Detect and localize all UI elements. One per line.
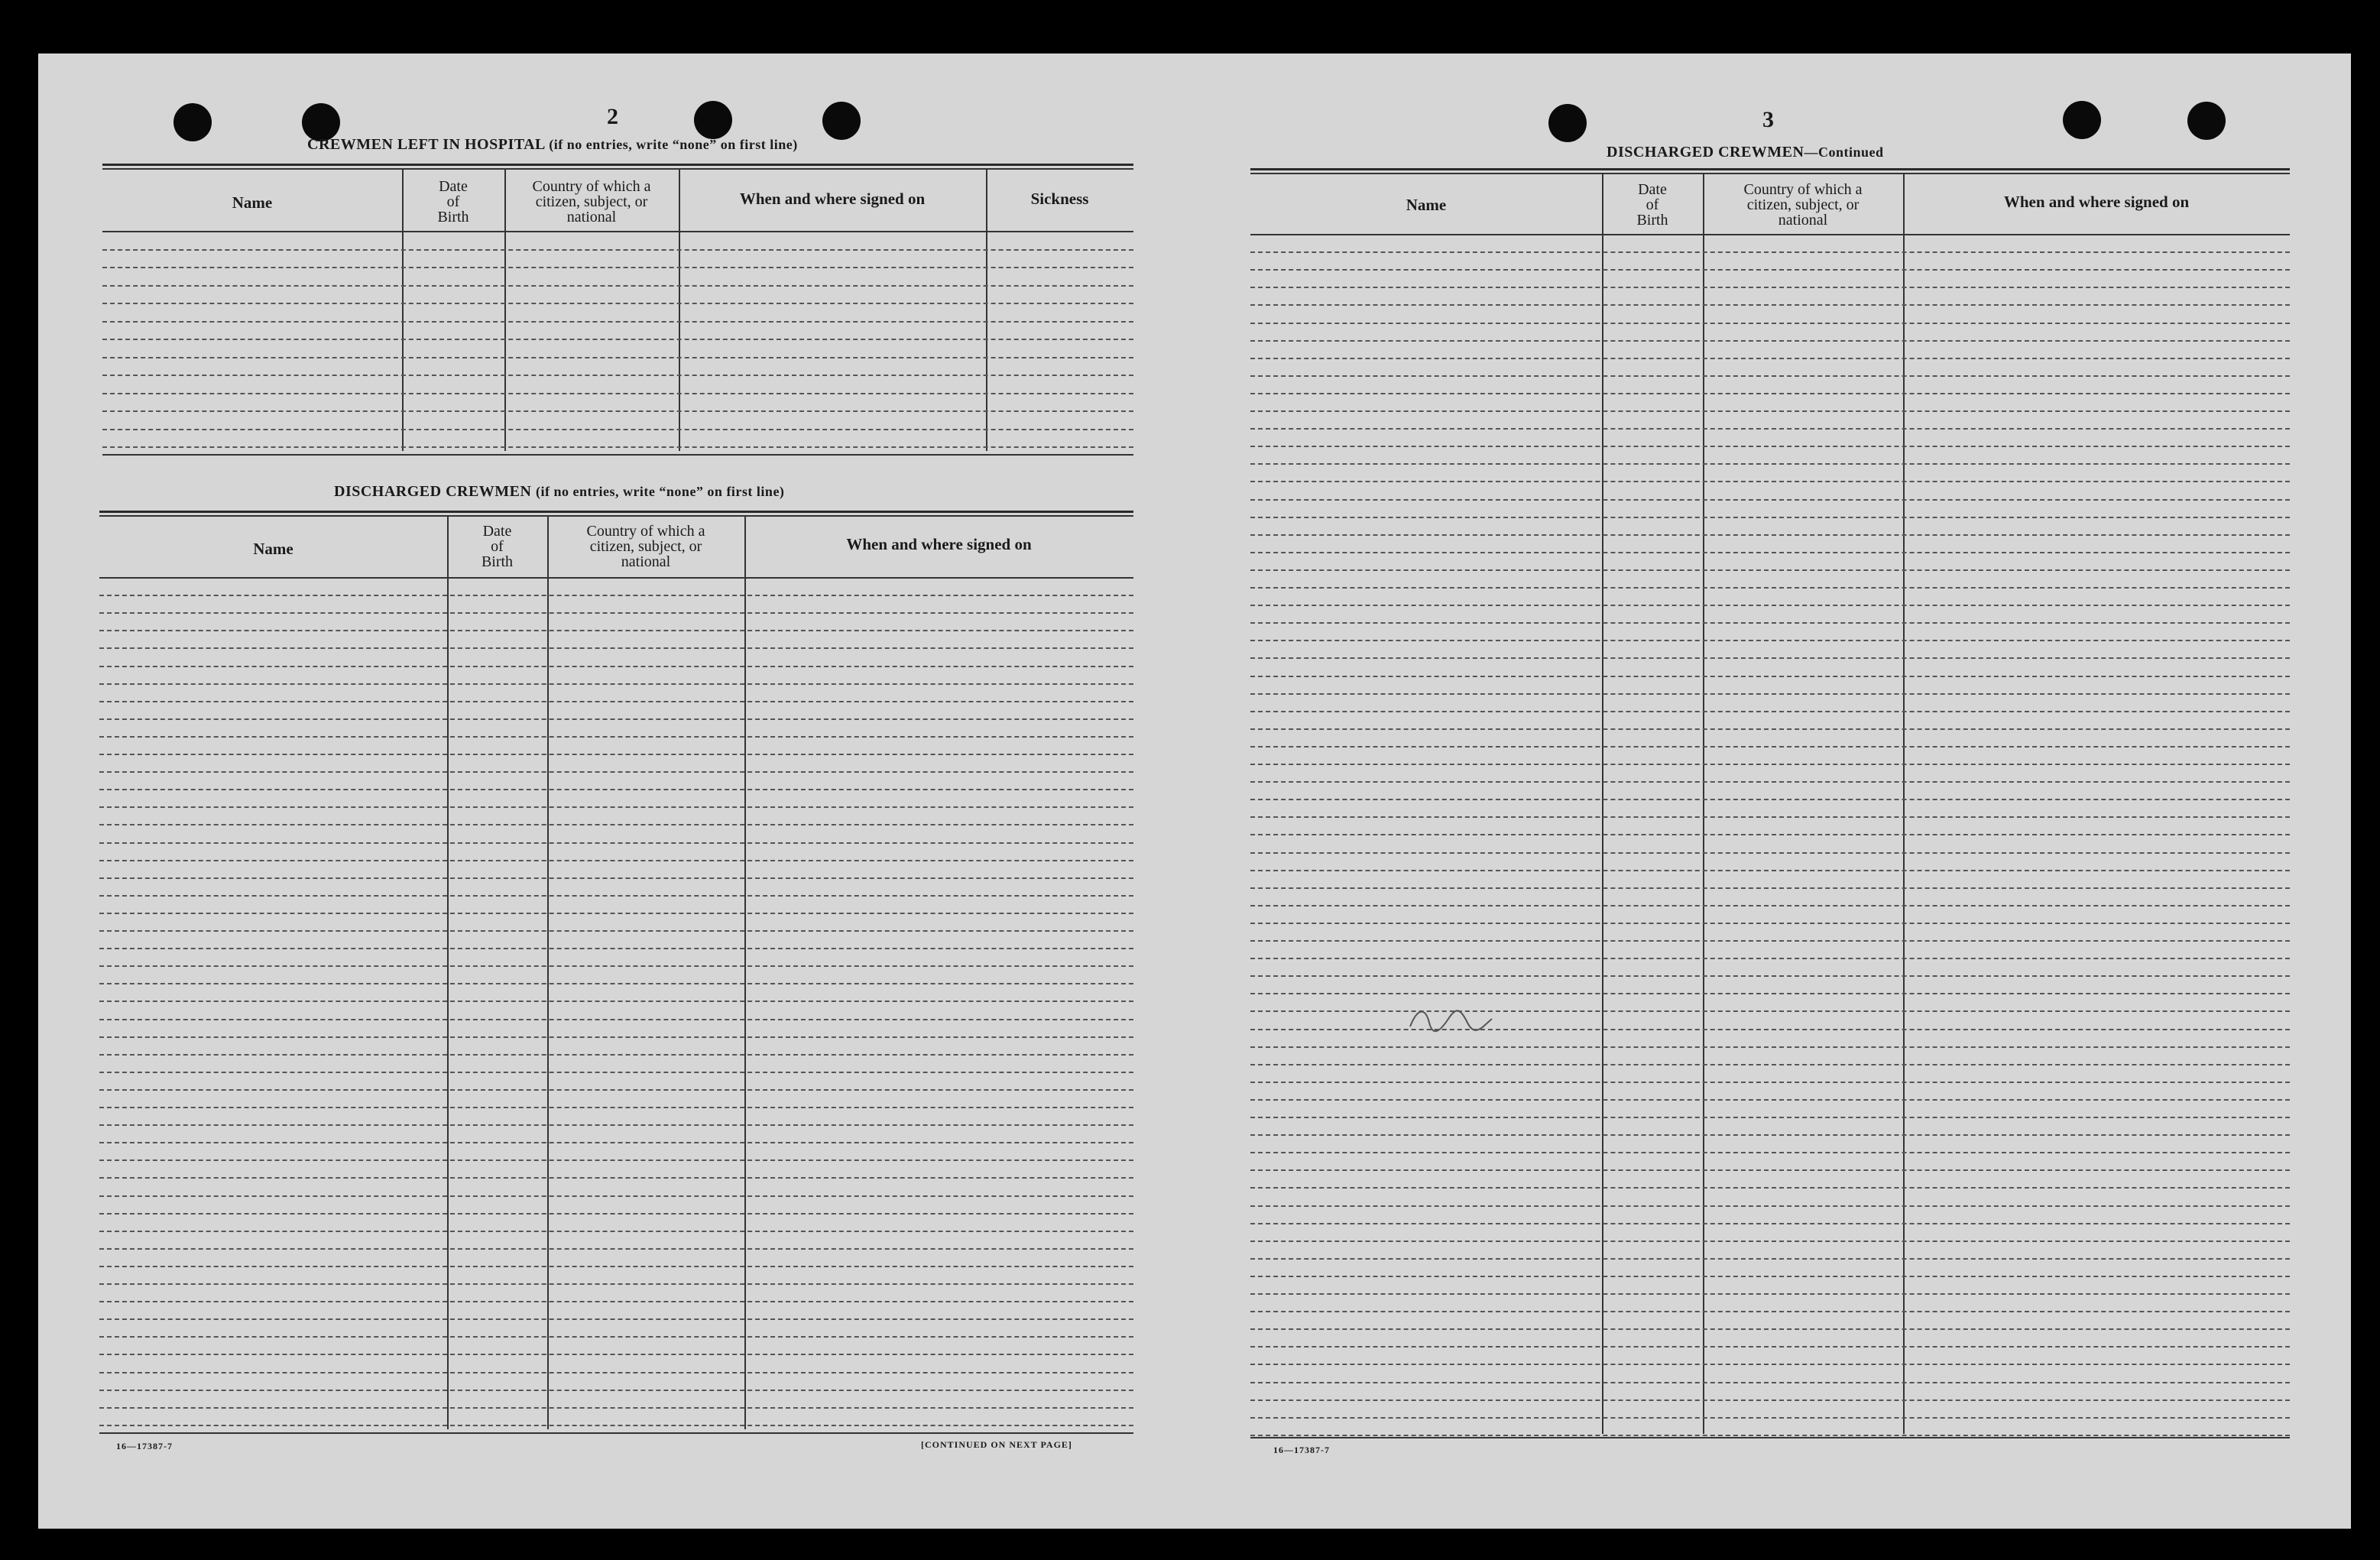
row-line xyxy=(1250,605,2290,606)
punch-hole xyxy=(173,103,212,141)
col-date-of-birth: Date of Birth xyxy=(481,523,514,570)
row-line xyxy=(99,1195,1133,1197)
row-line xyxy=(1250,834,2290,835)
row-line xyxy=(99,595,1133,596)
row-line xyxy=(1250,340,2290,342)
row-line xyxy=(1250,323,2290,324)
row-line xyxy=(99,1354,1133,1355)
row-line xyxy=(1250,463,2290,465)
form-number: 16—17387-7 xyxy=(1273,1445,1330,1455)
row-line xyxy=(99,913,1133,914)
col-country: Country of which a citizen, subject, or national xyxy=(532,178,651,225)
row-line xyxy=(1250,1293,2290,1295)
row-line xyxy=(1250,1187,2290,1189)
row-line xyxy=(99,666,1133,667)
row-line xyxy=(102,429,1133,430)
row-line xyxy=(102,285,1133,287)
row-line xyxy=(99,1248,1133,1250)
row-line xyxy=(99,1372,1133,1374)
hospital-heading-note: (if no entries, write “none” on first line) xyxy=(549,137,798,152)
right-page xyxy=(1189,54,2351,1529)
punch-hole xyxy=(2187,102,2226,140)
column-divider xyxy=(744,515,746,1429)
row-line xyxy=(1250,1099,2290,1101)
row-line xyxy=(1250,251,2290,253)
row-line xyxy=(99,1072,1133,1073)
row-line xyxy=(102,375,1133,376)
row-line xyxy=(1250,764,2290,765)
row-line xyxy=(1250,1364,2290,1365)
column-divider xyxy=(447,515,449,1429)
row-line xyxy=(102,303,1133,304)
table-top-rule xyxy=(99,511,1133,513)
row-line xyxy=(1250,1382,2290,1383)
col-date-of-birth: Date of Birth xyxy=(437,178,469,225)
col-signed-on: When and where signed on xyxy=(2003,193,2190,211)
row-line xyxy=(1250,1311,2290,1312)
row-line xyxy=(1250,905,2290,906)
row-line xyxy=(99,860,1133,861)
row-line xyxy=(1250,1223,2290,1224)
row-line xyxy=(1250,304,2290,306)
row-line xyxy=(99,1425,1133,1426)
row-line xyxy=(99,1301,1133,1302)
row-line xyxy=(1250,1346,2290,1348)
row-line xyxy=(99,983,1133,984)
row-line xyxy=(99,1318,1133,1320)
row-line xyxy=(99,1142,1133,1143)
col-sickness: Sickness xyxy=(1030,190,1089,208)
column-divider xyxy=(986,168,987,451)
punch-hole xyxy=(822,102,861,140)
row-line xyxy=(1250,358,2290,359)
row-line xyxy=(1250,799,2290,800)
column-divider xyxy=(1703,173,1704,1434)
row-line xyxy=(1250,940,2290,942)
discharged-continued-title: DISCHARGED CREWMEN xyxy=(1607,144,1804,161)
row-line xyxy=(1250,1328,2290,1330)
row-line xyxy=(99,1336,1133,1338)
row-line xyxy=(1250,269,2290,271)
row-line xyxy=(1250,781,2290,783)
row-line xyxy=(99,948,1133,949)
row-line xyxy=(1250,676,2290,677)
row-line xyxy=(99,806,1133,808)
row-line xyxy=(99,701,1133,702)
row-line xyxy=(1250,287,2290,288)
row-line xyxy=(1250,816,2290,818)
row-line xyxy=(1250,958,2290,959)
row-line xyxy=(1250,640,2290,641)
row-line xyxy=(102,339,1133,340)
row-line xyxy=(1250,1046,2290,1048)
row-line xyxy=(102,357,1133,358)
row-line xyxy=(99,1054,1133,1056)
row-line xyxy=(99,647,1133,649)
row-line xyxy=(1250,552,2290,553)
row-line xyxy=(102,267,1133,268)
row-line xyxy=(102,446,1133,448)
row-line xyxy=(99,1124,1133,1126)
row-line xyxy=(99,1390,1133,1391)
row-line xyxy=(99,842,1133,844)
row-line xyxy=(1250,1134,2290,1136)
row-line xyxy=(1250,587,2290,589)
punch-hole xyxy=(1548,104,1587,142)
row-line xyxy=(99,789,1133,790)
row-line xyxy=(99,1001,1133,1002)
col-signed-on: When and where signed on xyxy=(739,190,926,208)
col-country: Country of which a citizen, subject, or national xyxy=(586,523,705,570)
col-name: Name xyxy=(253,540,293,558)
row-line xyxy=(1250,1205,2290,1207)
row-line xyxy=(1250,569,2290,571)
row-line xyxy=(1250,446,2290,447)
row-line xyxy=(1250,870,2290,871)
row-line xyxy=(102,410,1133,412)
table-bottom-rule xyxy=(1250,1437,2290,1438)
row-line xyxy=(99,895,1133,897)
row-line xyxy=(1250,375,2290,377)
row-line xyxy=(99,1019,1133,1020)
handwritten-mark xyxy=(1406,1000,1498,1038)
page-number: 3 xyxy=(1762,107,1774,132)
row-line xyxy=(1250,657,2290,659)
row-line xyxy=(99,1177,1133,1179)
row-line xyxy=(1250,711,2290,712)
row-line xyxy=(99,771,1133,773)
col-country: Country of which a citizen, subject, or national xyxy=(1743,181,1863,229)
row-line xyxy=(1250,1276,2290,1277)
row-line xyxy=(1250,887,2290,889)
row-line xyxy=(99,1283,1133,1285)
row-line xyxy=(102,321,1133,323)
row-line xyxy=(1250,923,2290,924)
row-line xyxy=(99,630,1133,631)
header-bottom-rule xyxy=(1250,234,2290,235)
column-divider xyxy=(547,515,549,1429)
table-top-rule xyxy=(1250,168,2290,170)
row-line xyxy=(99,736,1133,738)
header-bottom-rule xyxy=(102,231,1133,232)
table-top-rule xyxy=(102,168,1133,170)
row-line xyxy=(1250,1258,2290,1260)
row-line xyxy=(1250,410,2290,412)
table-top-rule xyxy=(102,164,1133,166)
row-line xyxy=(99,824,1133,825)
row-line xyxy=(99,754,1133,755)
row-line xyxy=(1250,517,2290,518)
row-line xyxy=(1250,1169,2290,1171)
row-line xyxy=(99,1089,1133,1091)
row-line xyxy=(1250,1152,2290,1153)
col-name: Name xyxy=(1406,196,1447,214)
table-top-rule xyxy=(99,515,1133,517)
row-line xyxy=(1250,1435,2290,1436)
col-date-of-birth: Date of Birth xyxy=(1636,181,1668,229)
row-line xyxy=(99,683,1133,685)
row-line xyxy=(1250,1241,2290,1242)
continued-suffix: —Continued xyxy=(1804,144,1884,160)
col-signed-on: When and where signed on xyxy=(846,535,1032,553)
discharged-continued-heading xyxy=(1607,144,1884,161)
row-line xyxy=(1250,993,2290,994)
row-line xyxy=(1250,481,2290,482)
row-line xyxy=(1250,693,2290,695)
row-line xyxy=(99,877,1133,879)
table-bottom-rule xyxy=(99,1432,1133,1434)
form-number: 16—17387-7 xyxy=(116,1441,173,1451)
discharged-section-heading xyxy=(334,483,784,501)
row-line xyxy=(99,1107,1133,1108)
row-line xyxy=(99,1231,1133,1232)
row-line xyxy=(99,1266,1133,1267)
col-name: Name xyxy=(232,193,273,212)
discharged-heading-title: DISCHARGED CREWMEN xyxy=(334,483,532,500)
row-line xyxy=(1250,393,2290,394)
row-line xyxy=(1250,975,2290,977)
column-divider xyxy=(1903,173,1905,1434)
table-bottom-rule xyxy=(102,454,1133,456)
row-line xyxy=(1250,746,2290,748)
hospital-heading-title: CREWMEN LEFT IN HOSPITAL xyxy=(307,136,545,153)
left-page xyxy=(38,54,1198,1529)
table-top-rule xyxy=(1250,173,2290,174)
row-line xyxy=(102,393,1133,394)
row-line xyxy=(99,930,1133,932)
page-number: 2 xyxy=(607,104,618,129)
row-line xyxy=(99,612,1133,614)
row-line xyxy=(99,1407,1133,1409)
row-line xyxy=(1250,1417,2290,1419)
row-line xyxy=(1250,428,2290,430)
row-line xyxy=(1250,499,2290,501)
column-divider xyxy=(679,168,680,451)
row-line xyxy=(99,718,1133,720)
row-line xyxy=(1250,534,2290,536)
punch-hole xyxy=(2063,101,2101,139)
row-line xyxy=(99,1159,1133,1161)
header-bottom-rule xyxy=(99,577,1133,579)
continued-note: [CONTINUED ON NEXT PAGE] xyxy=(921,1439,1072,1450)
row-line xyxy=(99,1036,1133,1038)
row-line xyxy=(1250,728,2290,730)
row-line xyxy=(102,249,1133,251)
row-line xyxy=(1250,1399,2290,1401)
column-divider xyxy=(1602,173,1603,1434)
hospital-section-heading xyxy=(307,136,798,154)
row-line xyxy=(1250,622,2290,624)
row-line xyxy=(1250,1117,2290,1118)
row-line xyxy=(1250,1082,2290,1083)
row-line xyxy=(1250,852,2290,854)
row-line xyxy=(1250,1064,2290,1065)
punch-hole xyxy=(694,101,732,139)
discharged-heading-note: (if no entries, write “none” on first line) xyxy=(535,484,785,499)
row-line xyxy=(99,1213,1133,1215)
row-line xyxy=(99,965,1133,967)
